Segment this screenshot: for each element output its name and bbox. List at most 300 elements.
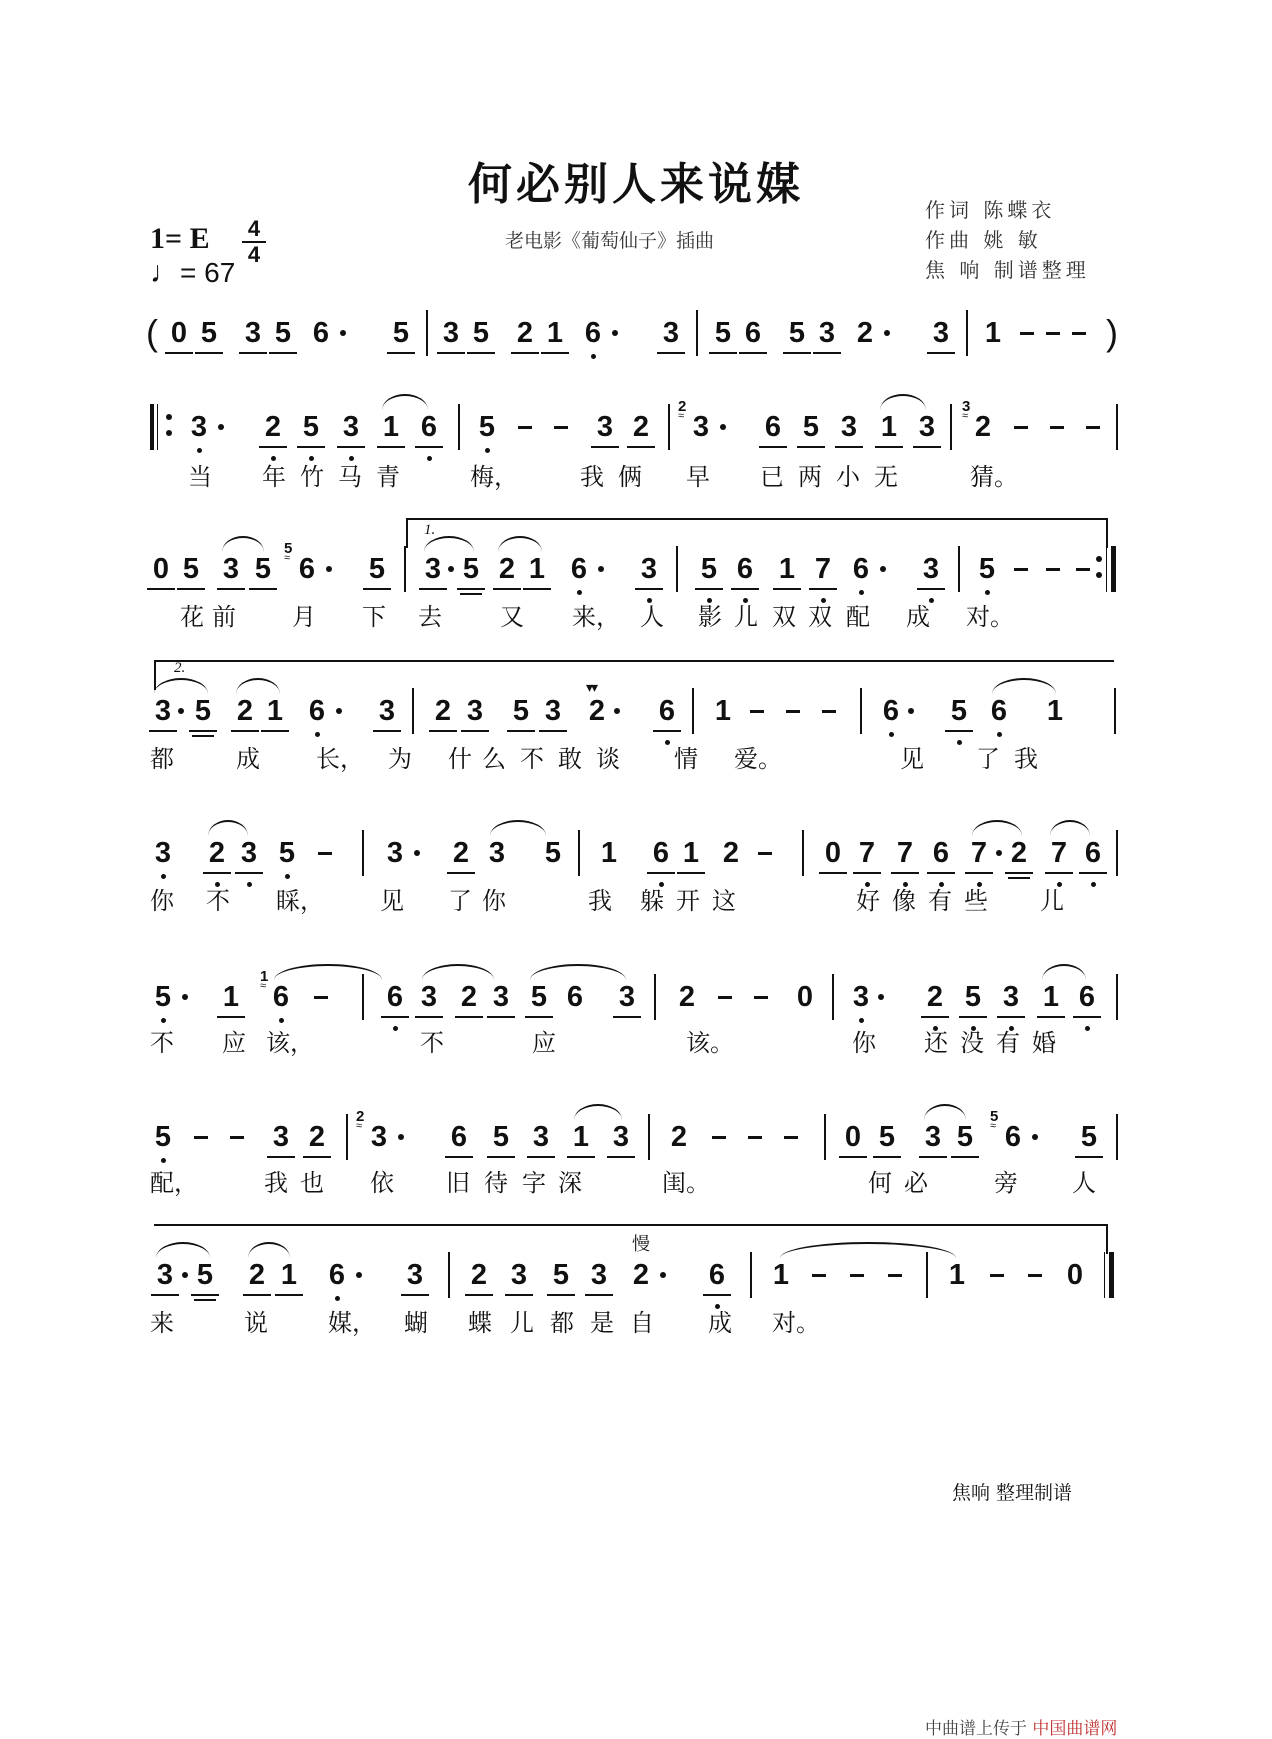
barline (578, 830, 580, 876)
lyric: 媒， (328, 1309, 376, 1337)
lyric: 年 (262, 463, 286, 491)
note: 5 (276, 836, 298, 870)
time-signature-top: 4 (247, 216, 261, 241)
repeat-end-barline (1106, 546, 1118, 592)
note: 5 (948, 694, 970, 728)
note: 3 (152, 694, 174, 728)
augmentation-dot (218, 424, 224, 430)
volta-label: 2. (174, 660, 186, 676)
lyric: 都 (150, 745, 174, 773)
note: 3 (530, 1120, 552, 1154)
barline (832, 974, 834, 1020)
lyric: 去 (418, 603, 442, 631)
note: 6 (566, 981, 584, 1013)
note: 7 (856, 836, 878, 870)
lyric: 是 (590, 1309, 614, 1337)
note: 6 (582, 316, 604, 350)
note: 2 (262, 410, 284, 444)
dash (1028, 1274, 1042, 1277)
lyric: 双 (808, 603, 832, 631)
watermark-text: 中曲谱上传于 (925, 1719, 1027, 1739)
dash (750, 710, 764, 713)
note: 7 (1048, 836, 1070, 870)
score-row-7 (150, 1258, 1120, 1308)
note: 3 (916, 410, 938, 444)
dash (314, 996, 328, 999)
lyric: 花 (180, 603, 204, 631)
lyric: 躲 (640, 887, 664, 915)
lyric: 人 (1072, 1169, 1096, 1197)
lyric: 成 (236, 745, 260, 773)
dash (1046, 568, 1060, 571)
lyric: 儿 (510, 1309, 534, 1337)
note: 1 (220, 980, 242, 1014)
note: 3 (152, 836, 174, 870)
note: 2 (234, 694, 256, 728)
note: 3 (488, 837, 506, 869)
lyric: 必 (904, 1169, 928, 1197)
dash (718, 996, 732, 999)
lyric: 我 (264, 1169, 288, 1197)
note: 0 (842, 1120, 864, 1154)
arranger-footer: 焦响 整理制谱 (952, 1482, 1073, 1504)
lyric: 成 (708, 1309, 732, 1337)
lyric: 对。 (966, 603, 1014, 631)
lyric: 了 (976, 745, 1000, 773)
dash (748, 1136, 762, 1139)
lyric: 配， (150, 1169, 198, 1197)
barline (458, 404, 460, 450)
note: 5 (954, 1120, 976, 1154)
slur (992, 678, 1056, 694)
note: 2 (246, 1258, 268, 1292)
note: 5 (800, 410, 822, 444)
augmentation-dot (182, 994, 188, 1000)
barline (448, 1252, 450, 1298)
note: 2 (306, 1120, 328, 1154)
lyric: 又 (500, 603, 524, 631)
barline (692, 688, 694, 734)
lyric: 字 (522, 1169, 546, 1197)
dash (518, 426, 532, 429)
note: 5 (476, 410, 498, 444)
note: 5 (698, 552, 720, 586)
barline (668, 404, 670, 450)
dash (1076, 568, 1090, 571)
note: 2 (468, 1258, 490, 1292)
grace-note: 2 ≈ (678, 398, 686, 415)
lyric: 当 (188, 463, 212, 491)
barline (696, 310, 698, 356)
lyric: 猜。 (970, 463, 1018, 491)
lyric: 竹 (300, 463, 324, 491)
grace-note: 2 ≈ (356, 1108, 364, 1125)
lyric: 么 (482, 745, 506, 773)
note: 5 (544, 837, 562, 869)
lyric: 马 (338, 463, 362, 491)
note: 2 (722, 837, 740, 869)
barline (426, 310, 428, 356)
arranger-credit: 焦 响 制谱整理 (925, 258, 1090, 282)
tie (780, 1242, 956, 1258)
lyric: 蝶 (468, 1309, 492, 1337)
lyric: 无 (874, 463, 898, 491)
slur (1050, 820, 1090, 836)
note: 2 (856, 317, 874, 349)
dash (318, 852, 332, 855)
composer-credit: 作曲 姚 敏 (925, 228, 1042, 252)
lyric: 好 (856, 887, 880, 915)
lyric: 说 (244, 1309, 268, 1337)
note: 0 (822, 836, 844, 870)
slur (154, 678, 208, 694)
lyric: 些 (964, 887, 988, 915)
note: 6 (650, 836, 672, 870)
lyric: 儿 (734, 603, 758, 631)
slur (156, 1242, 210, 1258)
lyric: 旁 (994, 1169, 1018, 1197)
augmentation-dot (614, 708, 620, 714)
note: 1 (1046, 695, 1064, 727)
dash (1072, 332, 1086, 335)
note: 6 (270, 980, 292, 1014)
open-paren: ( (146, 312, 158, 353)
augmentation-dot (356, 1272, 362, 1278)
lyric: 为 (388, 745, 412, 773)
note: 2 (974, 411, 992, 443)
note: 3 (542, 694, 564, 728)
tempo-value: = 67 (180, 257, 236, 288)
dash (786, 710, 800, 713)
lyric: 下 (362, 603, 386, 631)
note: 5 (470, 316, 492, 350)
note: 6 (656, 694, 678, 728)
lyric: 已 (760, 463, 784, 491)
slur (208, 820, 248, 836)
note: 3 (418, 980, 440, 1014)
note: 1 (984, 317, 1002, 349)
note: 1 (1040, 980, 1062, 1014)
note: 5 (194, 1258, 216, 1292)
lyric: 待 (484, 1169, 508, 1197)
lyric: 前 (212, 603, 236, 631)
note: 3 (238, 836, 260, 870)
lyric: 深 (558, 1169, 582, 1197)
augmentation-dot (720, 424, 726, 430)
lyric: 影 (698, 603, 722, 631)
lyric: 不 (150, 1029, 174, 1057)
lyric: 像 (892, 887, 916, 915)
lyric: 长， (316, 745, 364, 773)
note: 5 (252, 552, 274, 586)
note: 3 (220, 552, 242, 586)
lyric: 来， (572, 603, 620, 631)
note: 2 (496, 552, 518, 586)
note: 3 (386, 837, 404, 869)
barline (362, 830, 364, 876)
note: 1 (776, 552, 798, 586)
lyric: 你 (482, 887, 506, 915)
score-row-4 (150, 836, 1120, 886)
note: 5 (786, 316, 808, 350)
note: 6 (1004, 1121, 1022, 1153)
note: 2 (432, 694, 454, 728)
note: 5 (490, 1120, 512, 1154)
score-row-5 (150, 968, 1120, 1030)
slur (498, 536, 542, 552)
dash (1014, 568, 1028, 571)
note: 3 (588, 1258, 610, 1292)
lyric: 应 (532, 1029, 556, 1057)
lyric: 没 (960, 1029, 984, 1057)
note: 3 (242, 316, 264, 350)
note: 1 (526, 552, 548, 586)
note: 1 (278, 1258, 300, 1292)
note: 3 (440, 316, 462, 350)
augmentation-dot (448, 566, 454, 572)
augmentation-dot (414, 850, 420, 856)
barline (966, 310, 968, 356)
lyric: 对。 (772, 1309, 820, 1337)
barline (750, 1252, 752, 1298)
dash (784, 1136, 798, 1139)
note: 3 (930, 316, 952, 350)
note: 3 (660, 316, 682, 350)
barline (676, 546, 678, 592)
lyric: 梅， (470, 463, 518, 491)
lyric: 旧 (446, 1169, 470, 1197)
volta-label: 1. (424, 522, 436, 538)
note: 5 (712, 316, 734, 350)
note: 6 (988, 694, 1010, 728)
repeat-start-barline (150, 404, 166, 450)
note: 5 (300, 410, 322, 444)
barline (404, 546, 406, 592)
note: 6 (850, 552, 872, 586)
lyric: 也 (300, 1169, 324, 1197)
dash (1020, 332, 1034, 335)
lyric: 蝴 (404, 1309, 428, 1337)
note: 5 (976, 552, 998, 586)
dash (888, 1274, 902, 1277)
note: 1 (878, 410, 900, 444)
augmentation-dot (884, 330, 890, 336)
dash (850, 1274, 864, 1277)
lyric: 儿 (1040, 887, 1064, 915)
note: 3 (340, 410, 362, 444)
grace-note: 5 ≈ (284, 540, 292, 557)
note: 3 (154, 1258, 176, 1292)
augmentation-dot (326, 566, 332, 572)
lyric: 人 (640, 603, 664, 631)
note: 6 (734, 552, 756, 586)
barline (362, 974, 364, 1020)
credits (925, 195, 1090, 285)
grace-note: 5 ≈ (990, 1108, 998, 1125)
dash (1086, 426, 1100, 429)
note: 5 (876, 1120, 898, 1154)
note: 6 (1082, 836, 1104, 870)
volta-bracket-1 (406, 518, 1108, 538)
note: 2 (924, 980, 946, 1014)
note: 2 (632, 1259, 650, 1291)
tempo-mark-slow: 慢 (632, 1234, 650, 1255)
slur (574, 1104, 622, 1120)
lyric: 该， (266, 1029, 314, 1057)
note: 3 (370, 1121, 388, 1153)
augmentation-dot (336, 708, 342, 714)
note: 2 (588, 695, 606, 727)
lyric: 什 (448, 745, 472, 773)
note: 5 (510, 694, 532, 728)
slur (248, 1242, 290, 1258)
note: 6 (880, 694, 902, 728)
note: 3 (404, 1258, 426, 1292)
note: 6 (448, 1120, 470, 1154)
site-watermark (925, 1714, 1117, 1739)
dash (1050, 426, 1064, 429)
lyric: 不 (206, 887, 230, 915)
close-paren: ) (1106, 312, 1118, 353)
note: 5 (528, 980, 550, 1014)
song-subtitle: 老电影《葡萄仙子》插曲 (505, 230, 715, 252)
barline (648, 1114, 650, 1160)
note: 0 (150, 552, 172, 586)
slur (972, 820, 1022, 836)
slur (924, 1104, 966, 1120)
note: 5 (1078, 1120, 1100, 1154)
note: 3 (490, 980, 512, 1014)
lyric: 你 (852, 1029, 876, 1057)
barline (654, 974, 656, 1020)
dash (1014, 426, 1028, 429)
note: 2 (1008, 836, 1030, 870)
slur (422, 964, 494, 980)
note: 3 (1000, 980, 1022, 1014)
dash (194, 1136, 208, 1139)
score-row-6 (150, 1108, 1120, 1170)
lyric: 开 (676, 887, 700, 915)
note: 3 (838, 410, 860, 444)
note: 1 (570, 1120, 592, 1154)
note: 3 (188, 410, 210, 444)
augmentation-dot (908, 708, 914, 714)
note: 6 (706, 1258, 728, 1292)
note: 2 (458, 980, 480, 1014)
lyric: 敢 (558, 745, 582, 773)
score-row-1 (150, 398, 1120, 460)
barline (926, 1252, 928, 1298)
note: 6 (298, 553, 316, 585)
lyric: 婚 (1032, 1029, 1056, 1057)
note: 3 (376, 694, 398, 728)
lyric: 早 (686, 463, 710, 491)
lyric: 来 (150, 1309, 174, 1337)
note: 6 (418, 410, 440, 444)
lyric: 青 (376, 463, 400, 491)
song-title: 何必别人来说媒 (468, 159, 804, 210)
lyric: 依 (370, 1169, 394, 1197)
note: 3 (610, 1120, 632, 1154)
note: 1 (680, 836, 702, 870)
note: 0 (168, 316, 190, 350)
note: 6 (762, 410, 784, 444)
note: 1 (948, 1259, 966, 1291)
note: 7 (968, 836, 990, 870)
lyric: 谈 (596, 745, 620, 773)
volta-bracket-2 (154, 660, 1114, 676)
note: 1 (714, 695, 732, 727)
note: 2 (678, 981, 696, 1013)
note: 5 (550, 1258, 572, 1292)
note: 3 (638, 552, 660, 586)
lyric: 何 (868, 1169, 892, 1197)
dash (812, 1274, 826, 1277)
note: 5 (152, 980, 174, 1014)
note: 2 (630, 410, 652, 444)
note: 7 (894, 836, 916, 870)
note: 6 (306, 694, 328, 728)
lyric: 俩 (618, 463, 642, 491)
dash (754, 996, 768, 999)
augmentation-dot (996, 850, 1002, 856)
note: 3 (464, 694, 486, 728)
augmentation-dot (340, 330, 346, 336)
augmentation-dot (878, 994, 884, 1000)
barline (1116, 404, 1118, 450)
barline (860, 688, 862, 734)
lyric: 爱。 (734, 745, 782, 773)
lyric: 两 (798, 463, 822, 491)
note: 1 (264, 694, 286, 728)
note: 5 (198, 316, 220, 350)
dash (990, 1274, 1004, 1277)
dash (822, 710, 836, 713)
lyric: 了 (448, 887, 472, 915)
dash (554, 426, 568, 429)
slur (880, 394, 926, 410)
note: 5 (152, 1120, 174, 1154)
note: 2 (514, 316, 536, 350)
note: 3 (920, 552, 942, 586)
note: 0 (1066, 1259, 1084, 1291)
note: 2 (450, 836, 472, 870)
time-signature (242, 218, 266, 266)
note: 3 (922, 1120, 944, 1154)
lyric: 我 (580, 463, 604, 491)
note: 5 (192, 694, 214, 728)
lyric: 有 (928, 887, 952, 915)
lyric: 应 (222, 1029, 246, 1057)
mordent-ornament: ▾▾ (586, 680, 597, 696)
note: 1 (600, 837, 618, 869)
note: 1 (772, 1259, 790, 1291)
final-barline (1104, 1252, 1116, 1298)
score-row-2 (150, 540, 1120, 602)
score-row-3 (150, 680, 1120, 744)
note: 6 (312, 317, 330, 349)
barline (802, 830, 804, 876)
barline (346, 1114, 348, 1160)
augmentation-dot (182, 1272, 188, 1278)
lyric: 你 (150, 887, 174, 915)
note: 6 (568, 552, 590, 586)
note: 3 (692, 411, 710, 443)
lyric: 不 (520, 745, 544, 773)
grace-note: 3 ≈ (962, 398, 970, 415)
barline (950, 404, 952, 450)
lyric: 睬， (276, 887, 324, 915)
